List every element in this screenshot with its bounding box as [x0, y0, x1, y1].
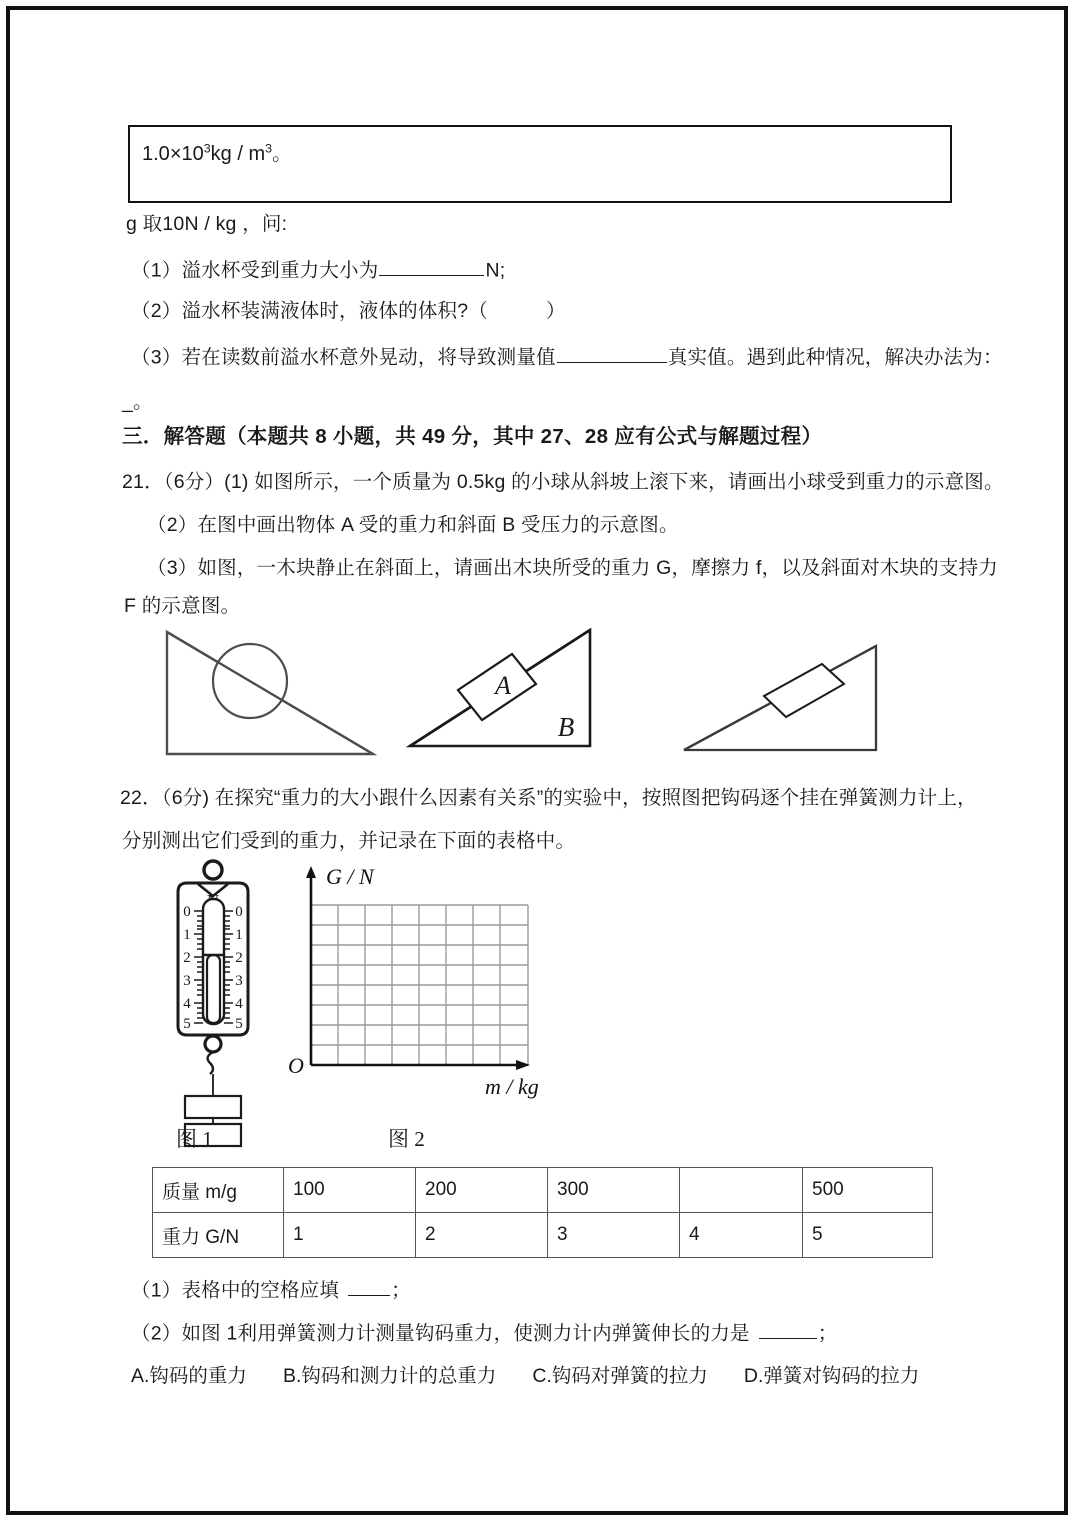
scale-left-3: 3	[183, 973, 191, 989]
graph-figure	[280, 858, 550, 1128]
option-b[interactable]: B.钩码和测力计的总重力	[282, 1365, 497, 1387]
q20-2-suffix: ）	[546, 300, 566, 322]
density-formula-text	[142, 137, 292, 166]
incline-figures-row	[0, 618, 1080, 778]
question-22-options	[131, 1360, 919, 1388]
scale-left-1: 1	[183, 927, 191, 943]
density-exponent: 3	[203, 141, 211, 156]
spring-scale-diagram	[158, 858, 268, 1148]
option-a[interactable]: A.钩码的重力	[131, 1365, 247, 1387]
hanging-weight-upper	[185, 1096, 241, 1118]
scale-left-0: 0	[183, 904, 191, 920]
option-d[interactable]: D.弹簧对钩码的拉力	[743, 1365, 920, 1387]
q20-3-blank[interactable]	[557, 342, 667, 363]
table-cell-gravity-2: 2	[416, 1213, 548, 1258]
graph-x-axis-label: m / kg	[485, 1074, 539, 1099]
question-21-line3: （3）如图，一木块静止在斜面上，请画出木块所受的重力 G，摩擦力 f，以及斜面对木块的支持力	[147, 557, 998, 579]
q20-1-suffix: N;	[485, 259, 506, 282]
q20-3-num: （3）	[131, 346, 182, 369]
q20-1-text: 溢水杯受到重力大小为	[181, 259, 379, 282]
label-incline-b: B	[557, 712, 575, 742]
table-cell-mass-5: 500	[803, 1168, 933, 1213]
table-row	[153, 1213, 933, 1258]
table-cell-mass-4-blank[interactable]	[680, 1168, 803, 1213]
question-22-line2: 分别测出它们受到的重力，并记录在下面的表格中。	[122, 830, 576, 852]
question-21-line2: （2）在图中画出物体 A 受的重力和斜面 B 受压力的示意图。	[147, 514, 679, 536]
measurement-table	[152, 1167, 933, 1258]
density-base: 10	[181, 143, 204, 165]
table-cell-mass-3: 300	[548, 1168, 680, 1213]
scale-right-5: 5	[235, 1016, 243, 1032]
q20-2-num: （2）	[131, 300, 182, 322]
q20-3-suffix: 真实值。遇到此种情况，解决办法为：	[667, 346, 1003, 369]
q20-3-text: 若在读数前溢水杯意外晃动，将导致测量值	[181, 346, 556, 369]
question-20-3	[131, 342, 1003, 372]
table-cell-mass-2: 200	[416, 1168, 548, 1213]
figure-2-caption: 图 2	[388, 1127, 425, 1151]
q20-1-blank[interactable]	[379, 255, 484, 276]
question-22-line1: 22．（6分) 在探究“重力的大小跟什么因素有关系”的实验中，按照图把钩码逐个挂在弹簧测力计上，	[120, 787, 977, 809]
q22-sub2-blank[interactable]	[759, 1318, 817, 1339]
experiment-figures	[0, 858, 1080, 1158]
q22-sub2-suffix: ；	[817, 1322, 838, 1345]
option-c[interactable]: C.钩码对弹簧的拉力	[532, 1365, 708, 1387]
question-20-2	[131, 297, 566, 325]
q22-sub1-suffix: ；	[391, 1279, 411, 1302]
table-cell-gravity-3: 3	[548, 1213, 680, 1258]
table-row-header-mass: 质量 m/g	[153, 1168, 284, 1213]
gravity-constant-line: g 取10N / kg ，问:	[126, 213, 288, 235]
scale-right-3: 3	[235, 973, 243, 989]
question-20-1	[131, 255, 505, 285]
table-cell-gravity-5: 5	[803, 1213, 933, 1258]
question-20-3-continuation: _。	[122, 391, 153, 413]
q20-1-num: （1）	[131, 259, 182, 282]
question-22-sub2	[131, 1318, 837, 1348]
scale-right-4: 4	[235, 996, 243, 1012]
scale-left-5: 5	[183, 1016, 191, 1032]
density-unit-exponent: 3	[265, 141, 273, 156]
question-21-line1: 21．（6分）(1) 如图所示，一个质量为 0.5kg 的小球从斜坡上滚下来，请画出小球受到重力的示意图。	[122, 471, 1004, 493]
table-cell-gravity-1: 1	[284, 1213, 416, 1258]
question-21-line4: F 的示意图。	[124, 595, 241, 617]
figure-1-caption: 图 1	[176, 1127, 213, 1151]
q22-sub1-text: 表格中的空格应填	[181, 1279, 340, 1302]
density-period: 。	[272, 143, 293, 165]
incline-figure-ball	[155, 618, 395, 768]
density-unit: kg / m	[210, 143, 266, 165]
q22-sub2-text: 如图 1利用弹簧测力计测量钩码重力，使测力计内弹簧伸长的力是	[181, 1322, 750, 1345]
times-symbol: ×	[169, 143, 182, 165]
scale-right-0: 0	[235, 904, 243, 920]
scale-right-1: 1	[235, 927, 243, 943]
incline-figure-block-plain	[672, 618, 902, 768]
q22-sub1-blank[interactable]	[348, 1275, 390, 1296]
table-row	[153, 1168, 933, 1213]
scale-left-2: 2	[183, 950, 191, 966]
table-cell-mass-1: 100	[284, 1168, 416, 1213]
label-block-a: A	[495, 671, 511, 700]
incline-figure-block-a	[400, 618, 620, 768]
scale-left-4: 4	[183, 996, 191, 1012]
density-value: 1.0	[142, 143, 170, 165]
section-heading: 三．解答题（本题共 8 小题，共 49 分，其中 27、28 应有公式与解题过程）	[122, 425, 823, 448]
graph-origin-label: O	[288, 1053, 304, 1078]
graph-y-axis-label: G / N	[326, 864, 374, 889]
table-cell-gravity-4: 4	[680, 1213, 803, 1258]
q22-sub2-num: （2）	[131, 1322, 182, 1345]
table-row-header-gravity: 重力 G/N	[153, 1213, 284, 1258]
scale-right-2: 2	[235, 950, 243, 966]
question-22-sub1	[131, 1275, 411, 1305]
q20-2-text: 溢水杯装满液体时，液体的体积?（	[181, 300, 488, 322]
q22-sub1-num: （1）	[131, 1279, 182, 1302]
density-formula-box	[128, 125, 952, 203]
